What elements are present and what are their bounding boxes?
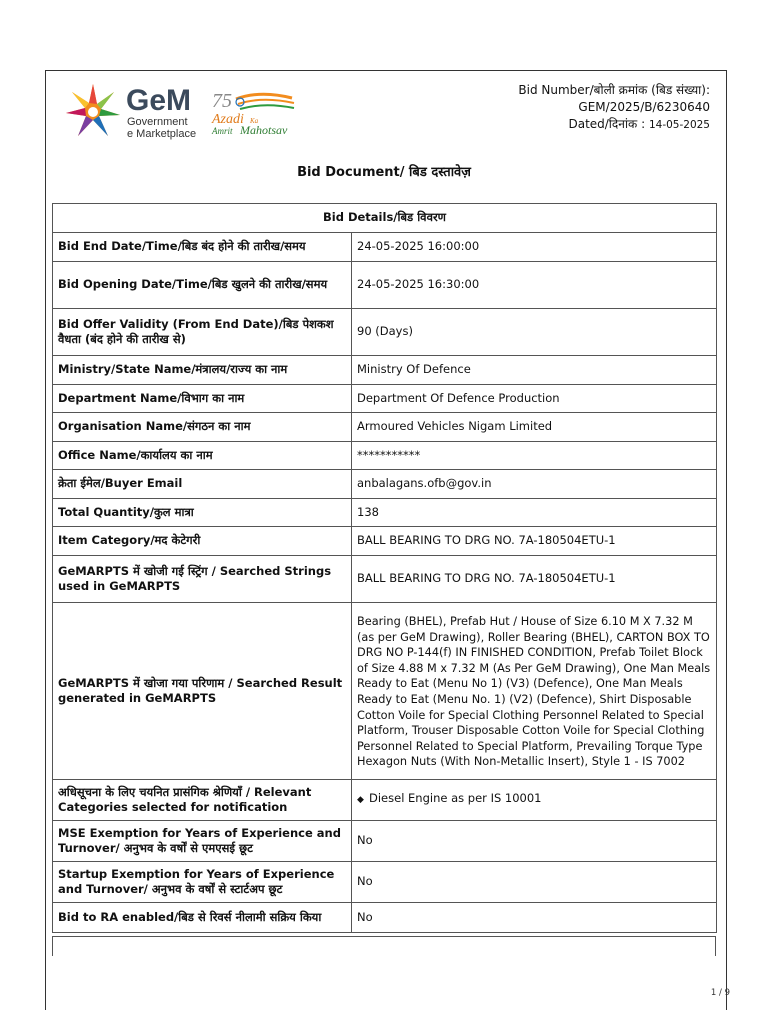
table-row [53, 780, 717, 821]
row-label: Organisation Name/संगठन का नाम [53, 413, 352, 442]
bid-details-table [52, 203, 717, 933]
row-value: Ministry Of Defence [352, 356, 717, 385]
table-row [53, 442, 717, 470]
row-value: *********** [352, 442, 717, 470]
amrit-text: Amrit [212, 126, 233, 136]
table-heading: Bid Details/बिड विवरण [53, 204, 717, 233]
row-label: Ministry/State Name/मंत्रालय/राज्य का नाम [53, 356, 352, 385]
row-label: Bid End Date/Time/बिड बंद होने की तारीख/समय [53, 233, 352, 262]
table-row [53, 233, 717, 262]
row-label: Bid to RA enabled/बिड से रिवर्स नीलामी सक्रिय किया [53, 903, 352, 933]
ka-text: Ka [250, 117, 259, 125]
table-row [53, 262, 717, 309]
row-label: अधिसूचना के लिए चयनित प्रासंगिक श्रेणियाँ / Relevant Categories selected for notification [53, 780, 352, 821]
category-item: Diesel Engine as per IS 10001 [369, 791, 542, 806]
row-label: GeMARPTS में खोजी गई स्ट्रिंग / Searched Strings used in GeMARPTS [53, 556, 352, 603]
mahotsav-text: Mahotsav [240, 123, 288, 137]
row-label: Startup Exemption for Years of Experience and Turnover/ अनुभव के वर्षों से स्टार्टअप छूट [53, 862, 352, 903]
row-label: Department Name/विभाग का नाम [53, 385, 352, 413]
row-label: Item Category/मद केटेगरी [53, 527, 352, 556]
row-value: Armoured Vehicles Nigam Limited [352, 413, 717, 442]
row-label: Total Quantity/कुल मात्रा [53, 499, 352, 527]
table-row [53, 470, 717, 499]
table-row [53, 556, 717, 603]
row-value: Department Of Defence Production [352, 385, 717, 413]
gem-star-icon [64, 82, 122, 140]
row-value: 24-05-2025 16:30:00 [352, 262, 717, 309]
dated-label: Dated/दिनांक : [568, 117, 646, 131]
row-value: No [352, 821, 717, 862]
bid-number: GEM/2025/B/6230640 [578, 100, 710, 114]
document-title: Bid Document/ बिड दस्तावेज़ [297, 165, 471, 180]
row-value: 24-05-2025 16:00:00 [352, 233, 717, 262]
row-label: Office Name/कार्यालय का नाम [53, 442, 352, 470]
row-value: No [352, 862, 717, 903]
table-row [53, 413, 717, 442]
bid-metadata [518, 82, 710, 134]
azadi-ka-amrit-mahotsav-logo [210, 90, 320, 138]
gem-subtitle-2: e Marketplace [127, 128, 197, 140]
table-row [53, 527, 717, 556]
table-heading-row [53, 204, 717, 233]
azadi-text: Azadi [212, 112, 244, 127]
row-label: Bid Offer Validity (From End Date)/बिड पेशकश वैधता (बंद होने की तारीख से) [53, 309, 352, 356]
table-row [53, 903, 717, 933]
row-value: BALL BEARING TO DRG NO. 7A-180504ETU-1 [352, 527, 717, 556]
row-value: Bearing (BHEL), Prefab Hut / House of Size 6.10 M X 7.32 M (as per GeM Drawing), Roller Bearing (BHEL), CARTON BOX TO DRG NO P-144(f) IN FINISHED CONDITION, Prefab Toilet Block of Size 4.88 M x 7.32 M (As Per GeM Drawing), One Man Meals Ready to Eat (Menu No 1) (V3) (Defence), One Man Meals Ready to Eat (Menu No. 1) (V2) (Defence), Shirt Disposable Cotton Voile for Special Clothing Personnel Related to Special Platform, Trouser Disposable Cotton Voile for Special Clothing Personnel Related to Special Platform, Prevailing Torque Type Hexagon Nuts (With Non-Metallic Insert), Style 1 - IS 7002 [352, 603, 717, 780]
row-value-list [352, 780, 717, 821]
table-row [53, 499, 717, 527]
row-value: 138 [352, 499, 717, 527]
gem-subtitle-1: Government [127, 116, 188, 128]
row-value: 90 (Days) [352, 309, 717, 356]
page-number: 1 / 9 [710, 988, 730, 998]
gem-wordmark: GeM [126, 84, 192, 117]
bullet-icon: ◆ [357, 795, 364, 806]
table-row [53, 385, 717, 413]
gem-logo [64, 82, 204, 142]
dated-value: 14-05-2025 [648, 119, 710, 131]
table-row [53, 603, 717, 780]
dated-row [518, 116, 710, 134]
table-row [53, 309, 717, 356]
table-row [53, 356, 717, 385]
row-value: BALL BEARING TO DRG NO. 7A-180504ETU-1 [352, 556, 717, 603]
next-section-block [52, 936, 716, 956]
table-row [53, 821, 717, 862]
bid-number-label: Bid Number/बोली क्रमांक (बिड संख्या): [518, 83, 710, 97]
row-label: MSE Exemption for Years of Experience and Turnover/ अनुभव के वर्षों से एमएसई छूट [53, 821, 352, 862]
row-value: anbalagans.ofb@gov.in [352, 470, 717, 499]
row-label: GeMARPTS में खोजा गया परिणाम / Searched Result generated in GeMARPTS [53, 603, 352, 780]
azadi-75-text: 75 [212, 90, 232, 112]
row-value: No [352, 903, 717, 933]
row-label: Bid Opening Date/Time/बिड खुलने की तारीख/समय [53, 262, 352, 309]
row-label: क्रेता ईमेल/Buyer Email [53, 470, 352, 499]
table-row [53, 862, 717, 903]
